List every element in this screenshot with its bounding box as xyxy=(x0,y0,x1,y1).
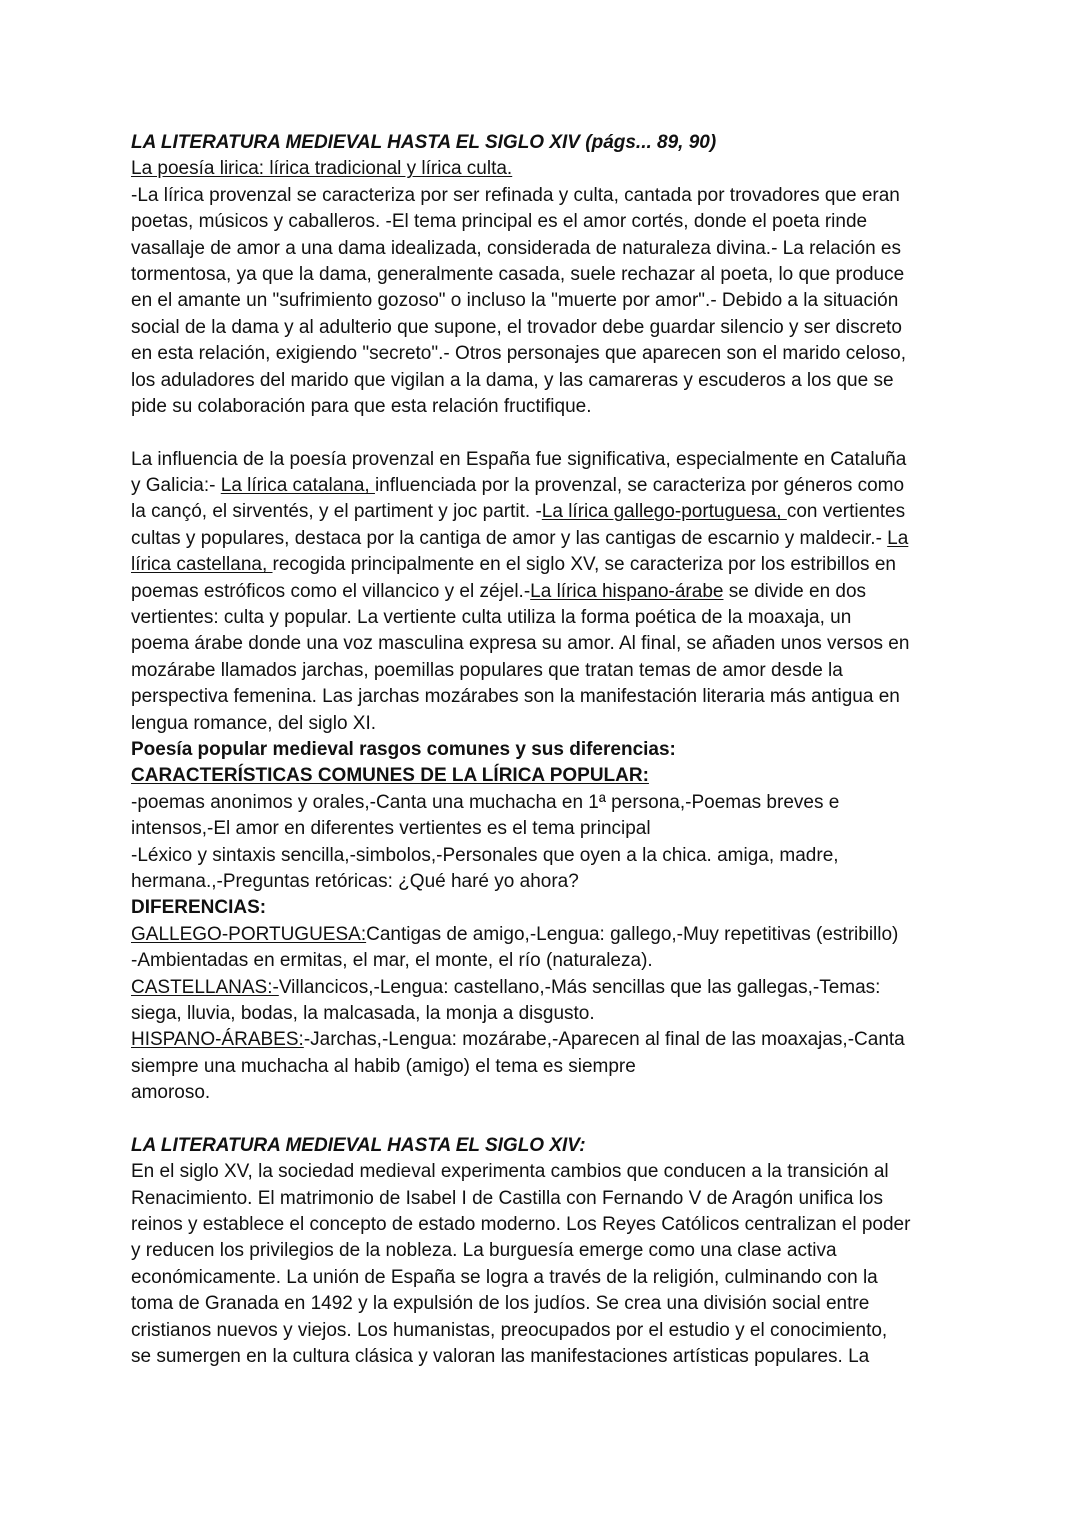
term-lirica-hispano-arabe: La lírica hispano-árabe xyxy=(530,580,724,602)
heading-caracteristicas-comunes: CARACTERÍSTICAS COMUNES DE LA LÍRICA POPULAR: xyxy=(131,765,649,787)
text-line: siempre una muchacha al habib (amigo) el tema es siempre xyxy=(131,1055,636,1077)
text-line: -Léxico y sintaxis sencilla,-simbolos,-Personales que oyen a la chica. amiga, madre, xyxy=(131,844,839,866)
text-line: tormentosa, ya que la dama, generalmente casada, suele rechazar al poeta, lo que produce xyxy=(131,263,905,285)
text-line: cultas y populares, destaca por la cantiga de amor y las cantigas de escarnio y maldecir.- La xyxy=(131,527,909,549)
text-line: poetas, músicos y caballeros. -El tema principal es el amor cortés, donde el poeta rinde xyxy=(131,211,868,233)
list-diferencias xyxy=(131,922,961,1107)
text-line: se sumergen en la cultura clásica y valoran las manifestaciones artísticas populares. La xyxy=(131,1345,870,1367)
text-line: toma de Granada en 1492 y la expulsión de los judíos. Se crea una división social entre xyxy=(131,1293,870,1315)
subheading-poesia-lirica: La poesía lirica: lírica tradicional y lírica culta. xyxy=(131,158,513,180)
label-gallego-portuguesa: GALLEGO-PORTUGUESA: xyxy=(131,923,367,945)
blank-line xyxy=(131,420,961,446)
text-line: siega, lluvia, bodas, la malcasada, la monja a disgusto. xyxy=(131,1002,595,1024)
text-line: económicamente. La unión de España se logra a través de la religión, culminando con la xyxy=(131,1266,878,1288)
label-castellanas: CASTELLANAS:- xyxy=(131,976,279,998)
text-line: vasallaje de amor a una dama idealizada, considerada de naturaleza divina.- La relación es xyxy=(131,237,901,259)
text-line: pide su colaboración para que esta relación fructifique. xyxy=(131,395,592,417)
text-line: La influencia de la poesía provenzal en España fue significativa, especialmente en Cataluña xyxy=(131,448,907,470)
text-line: cristianos nuevos y viejos. Los humanistas, preocupados por el estudio y el conocimiento, xyxy=(131,1319,888,1341)
text-line: vertientes: culta y popular. La vertiente culta utiliza la forma poética de la moaxaja, un xyxy=(131,607,852,629)
text-line: -poemas anonimos y orales,-Canta una muchacha en 1ª persona,-Poemas breves e xyxy=(131,791,840,813)
text-line: reinos y establece el concepto de estado moderno. Los Reyes Católicos centralizan el poder xyxy=(131,1214,911,1236)
text-line: los aduladores del marido que vigilan a la dama, y las camareras y escuderos a los que se xyxy=(131,369,894,391)
heading-literatura-medieval-2: LA LITERATURA MEDIEVAL HASTA EL SIGLO XIV: xyxy=(131,1134,586,1156)
text-line: -Ambientadas en ermitas, el mar, el monte, el río (naturaleza). xyxy=(131,950,653,972)
text-line: en el amante un "sufrimiento gozoso" o incluso la "muerte por amor".- Debido a la situación xyxy=(131,290,899,312)
text-line: En el siglo XV, la sociedad medieval experimenta cambios que conducen a la transición al xyxy=(131,1161,889,1183)
paragraph-influencia-provenzal xyxy=(131,447,961,737)
text-line: HISPANO-ÁRABES:-Jarchas,-Lengua: mozárabe,-Aparecen al final de las moaxajas,-Canta xyxy=(131,1029,905,1051)
term-lirica-castellana-start: La xyxy=(887,527,909,549)
text-line: lengua romance, del siglo XI. xyxy=(131,712,377,734)
blank-line xyxy=(131,1106,961,1132)
text-line: lírica castellana, recogida principalmente en el siglo XV, se caracteriza por los estribillos en xyxy=(131,554,896,576)
text-line: intensos,-El amor en diferentes vertientes es el tema principal xyxy=(131,818,651,840)
text-line: GALLEGO-PORTUGUESA:Cantigas de amigo,-Lengua: gallego,-Muy repetitivas (estribillo) xyxy=(131,923,899,945)
document-page xyxy=(131,130,961,1370)
text-line: en esta relación, exigiendo "secreto".- Otros personajes que aparecen son el marido celoso, xyxy=(131,343,906,365)
term-lirica-catalana: La lírica catalana, xyxy=(220,475,375,497)
text-line: mozárabe llamados jarchas, poemillas populares que tratan temas de amor desde la xyxy=(131,659,843,681)
text-line: CASTELLANAS:-Villancicos,-Lengua: castellano,-Más sencillas que las gallegas,-Temas: xyxy=(131,976,881,998)
text-line: poemas estróficos como el villancico y el zéjel.-La lírica hispano-árabe se divide en dos xyxy=(131,580,867,602)
label-hispano-arabes: HISPANO-ÁRABES: xyxy=(131,1029,304,1051)
term-lirica-castellana-end: lírica castellana, xyxy=(131,554,273,576)
term-lirica-gallego-portuguesa: La lírica gallego-portuguesa, xyxy=(541,501,787,523)
heading-diferencias: DIFERENCIAS: xyxy=(131,897,267,919)
list-caracteristicas-comunes xyxy=(131,790,961,896)
heading-poesia-popular: Poesía popular medieval rasgos comunes y sus diferencias: xyxy=(131,738,676,760)
text-line: poema árabe donde una voz masculina expresa su amor. Al final, se añaden unos versos en xyxy=(131,633,910,655)
text-line: perspectiva femenina. Las jarchas mozárabes son la manifestación literaria más antigua en xyxy=(131,686,900,708)
text-line: -La lírica provenzal se caracteriza por ser refinada y culta, cantada por trovadores que eran xyxy=(131,184,900,206)
text-line: hermana.,-Preguntas retóricas: ¿Qué haré yo ahora? xyxy=(131,870,579,892)
paragraph-siglo-xv xyxy=(131,1159,961,1370)
text-line: y reducen los privilegios de la nobleza. La burguesía emerge como una clase activa xyxy=(131,1240,837,1262)
text-line: y Galicia:- La lírica catalana, influenciada por la provenzal, se caracteriza por géneros como xyxy=(131,475,905,497)
text-line: Renacimiento. El matrimonio de Isabel I de Castilla con Fernando V de Aragón unifica los xyxy=(131,1187,883,1209)
text-line: social de la dama y al adulterio que supone, el trovador debe guardar silencio y ser discreto xyxy=(131,316,903,338)
text-line: amoroso. xyxy=(131,1082,211,1104)
heading-literatura-medieval: LA LITERATURA MEDIEVAL HASTA EL SIGLO XIV (págs... 89, 90) xyxy=(131,132,717,153)
text-line: la cançó, el sirventés, y el partiment y joc partit. -La lírica gallego-portuguesa, con vertientes xyxy=(131,501,906,523)
paragraph-lirica-provenzal xyxy=(131,183,961,421)
